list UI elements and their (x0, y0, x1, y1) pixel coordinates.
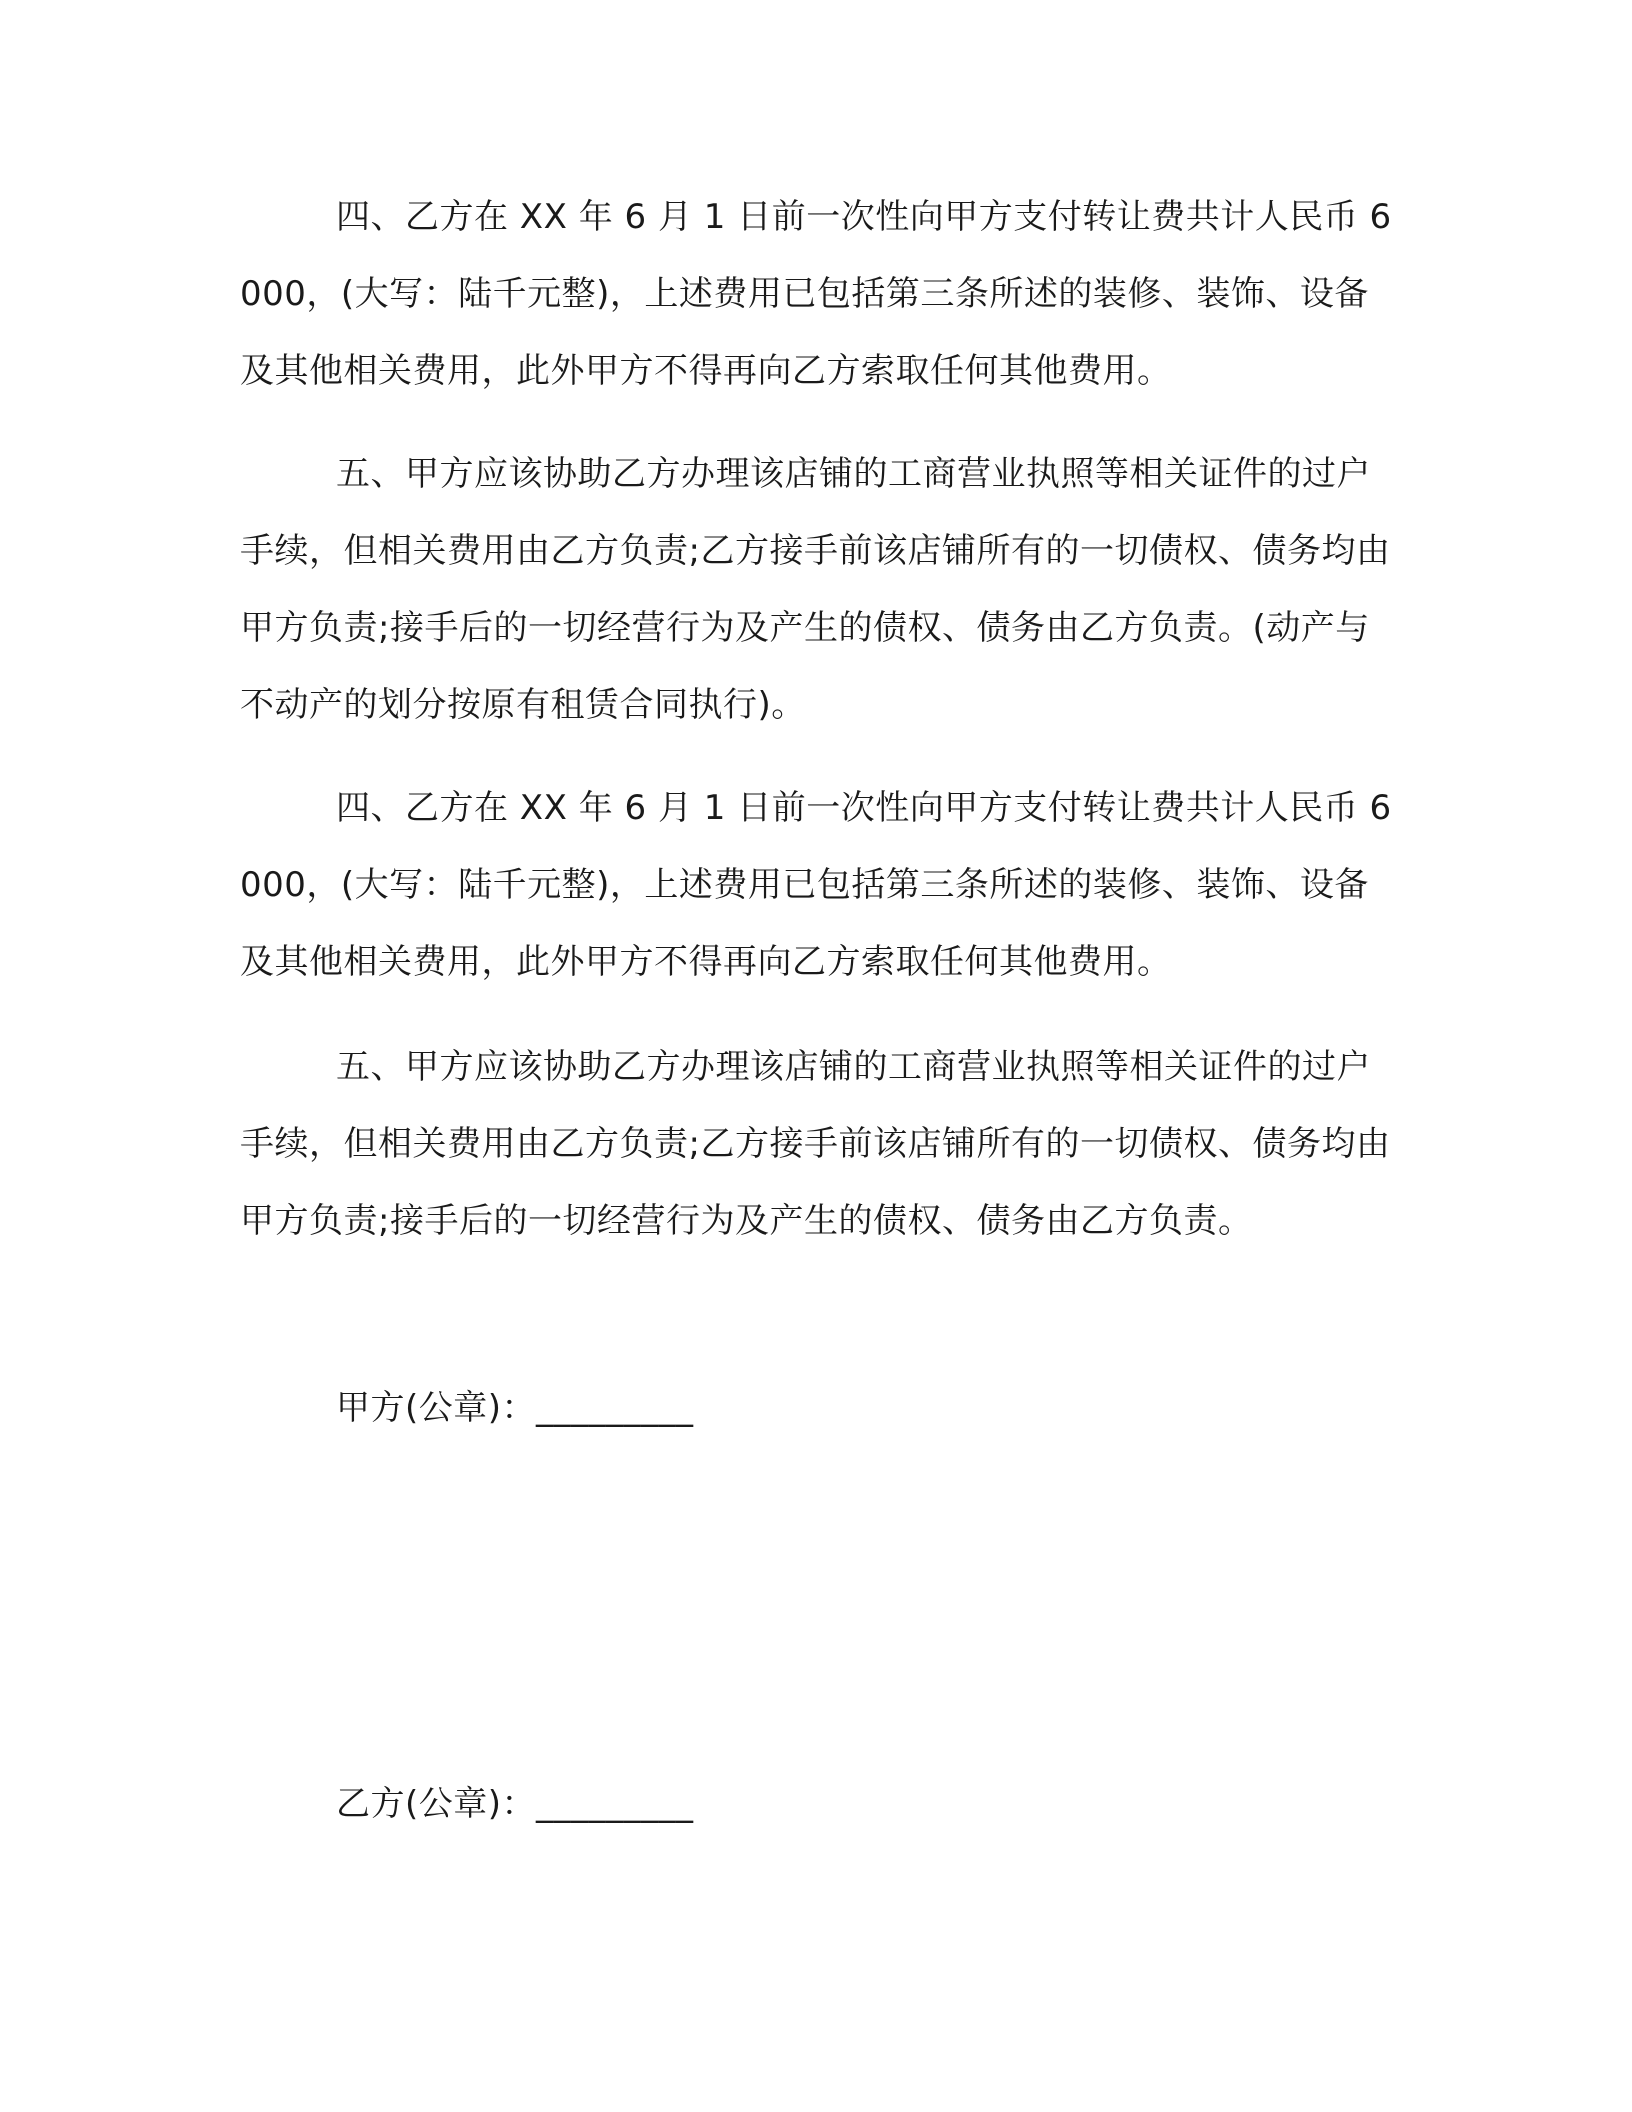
clause-five-repeat-paragraph: 五、甲方应该协助乙方办理该店铺的工商营业执照等相关证件的过户手续，但相关费用由乙方负责;乙方接手前该店铺所有的一切债权、债务均由甲方负责;接手后的一切经营行为及产生的债权、债务由乙方负责。 (240, 1047, 1391, 1241)
party-b-signature-line: 乙方(公章)：_________ (336, 1784, 694, 1824)
clause-five-paragraph: 五、甲方应该协助乙方办理该店铺的工商营业执照等相关证件的过户手续，但相关费用由乙方负责;乙方接手前该店铺所有的一切债权、债务均由甲方负责;接手后的一切经营行为及产生的债权、债务由乙方负责。(动产与不动产的划分按原有租赁合同执行)。 (240, 454, 1391, 725)
clause-four-paragraph: 四、乙方在 XX 年 6 月 1 日前一次性向甲方支付转让费共计人民币 6000，(大写：陆千元整)，上述费用已包括第三条所述的装修、装饰、设备及其他相关费用，此外甲方不得再向乙方索取任何其他费用。 (240, 197, 1392, 391)
party-a-signature-line: 甲方(公章)：_________ (336, 1388, 694, 1428)
clause-four-repeat-paragraph: 四、乙方在 XX 年 6 月 1 日前一次性向甲方支付转让费共计人民币 6000，(大写：陆千元整)，上述费用已包括第三条所述的装修、装饰、设备及其他相关费用，此外甲方不得再向乙方索取任何其他费用。 (240, 788, 1392, 982)
